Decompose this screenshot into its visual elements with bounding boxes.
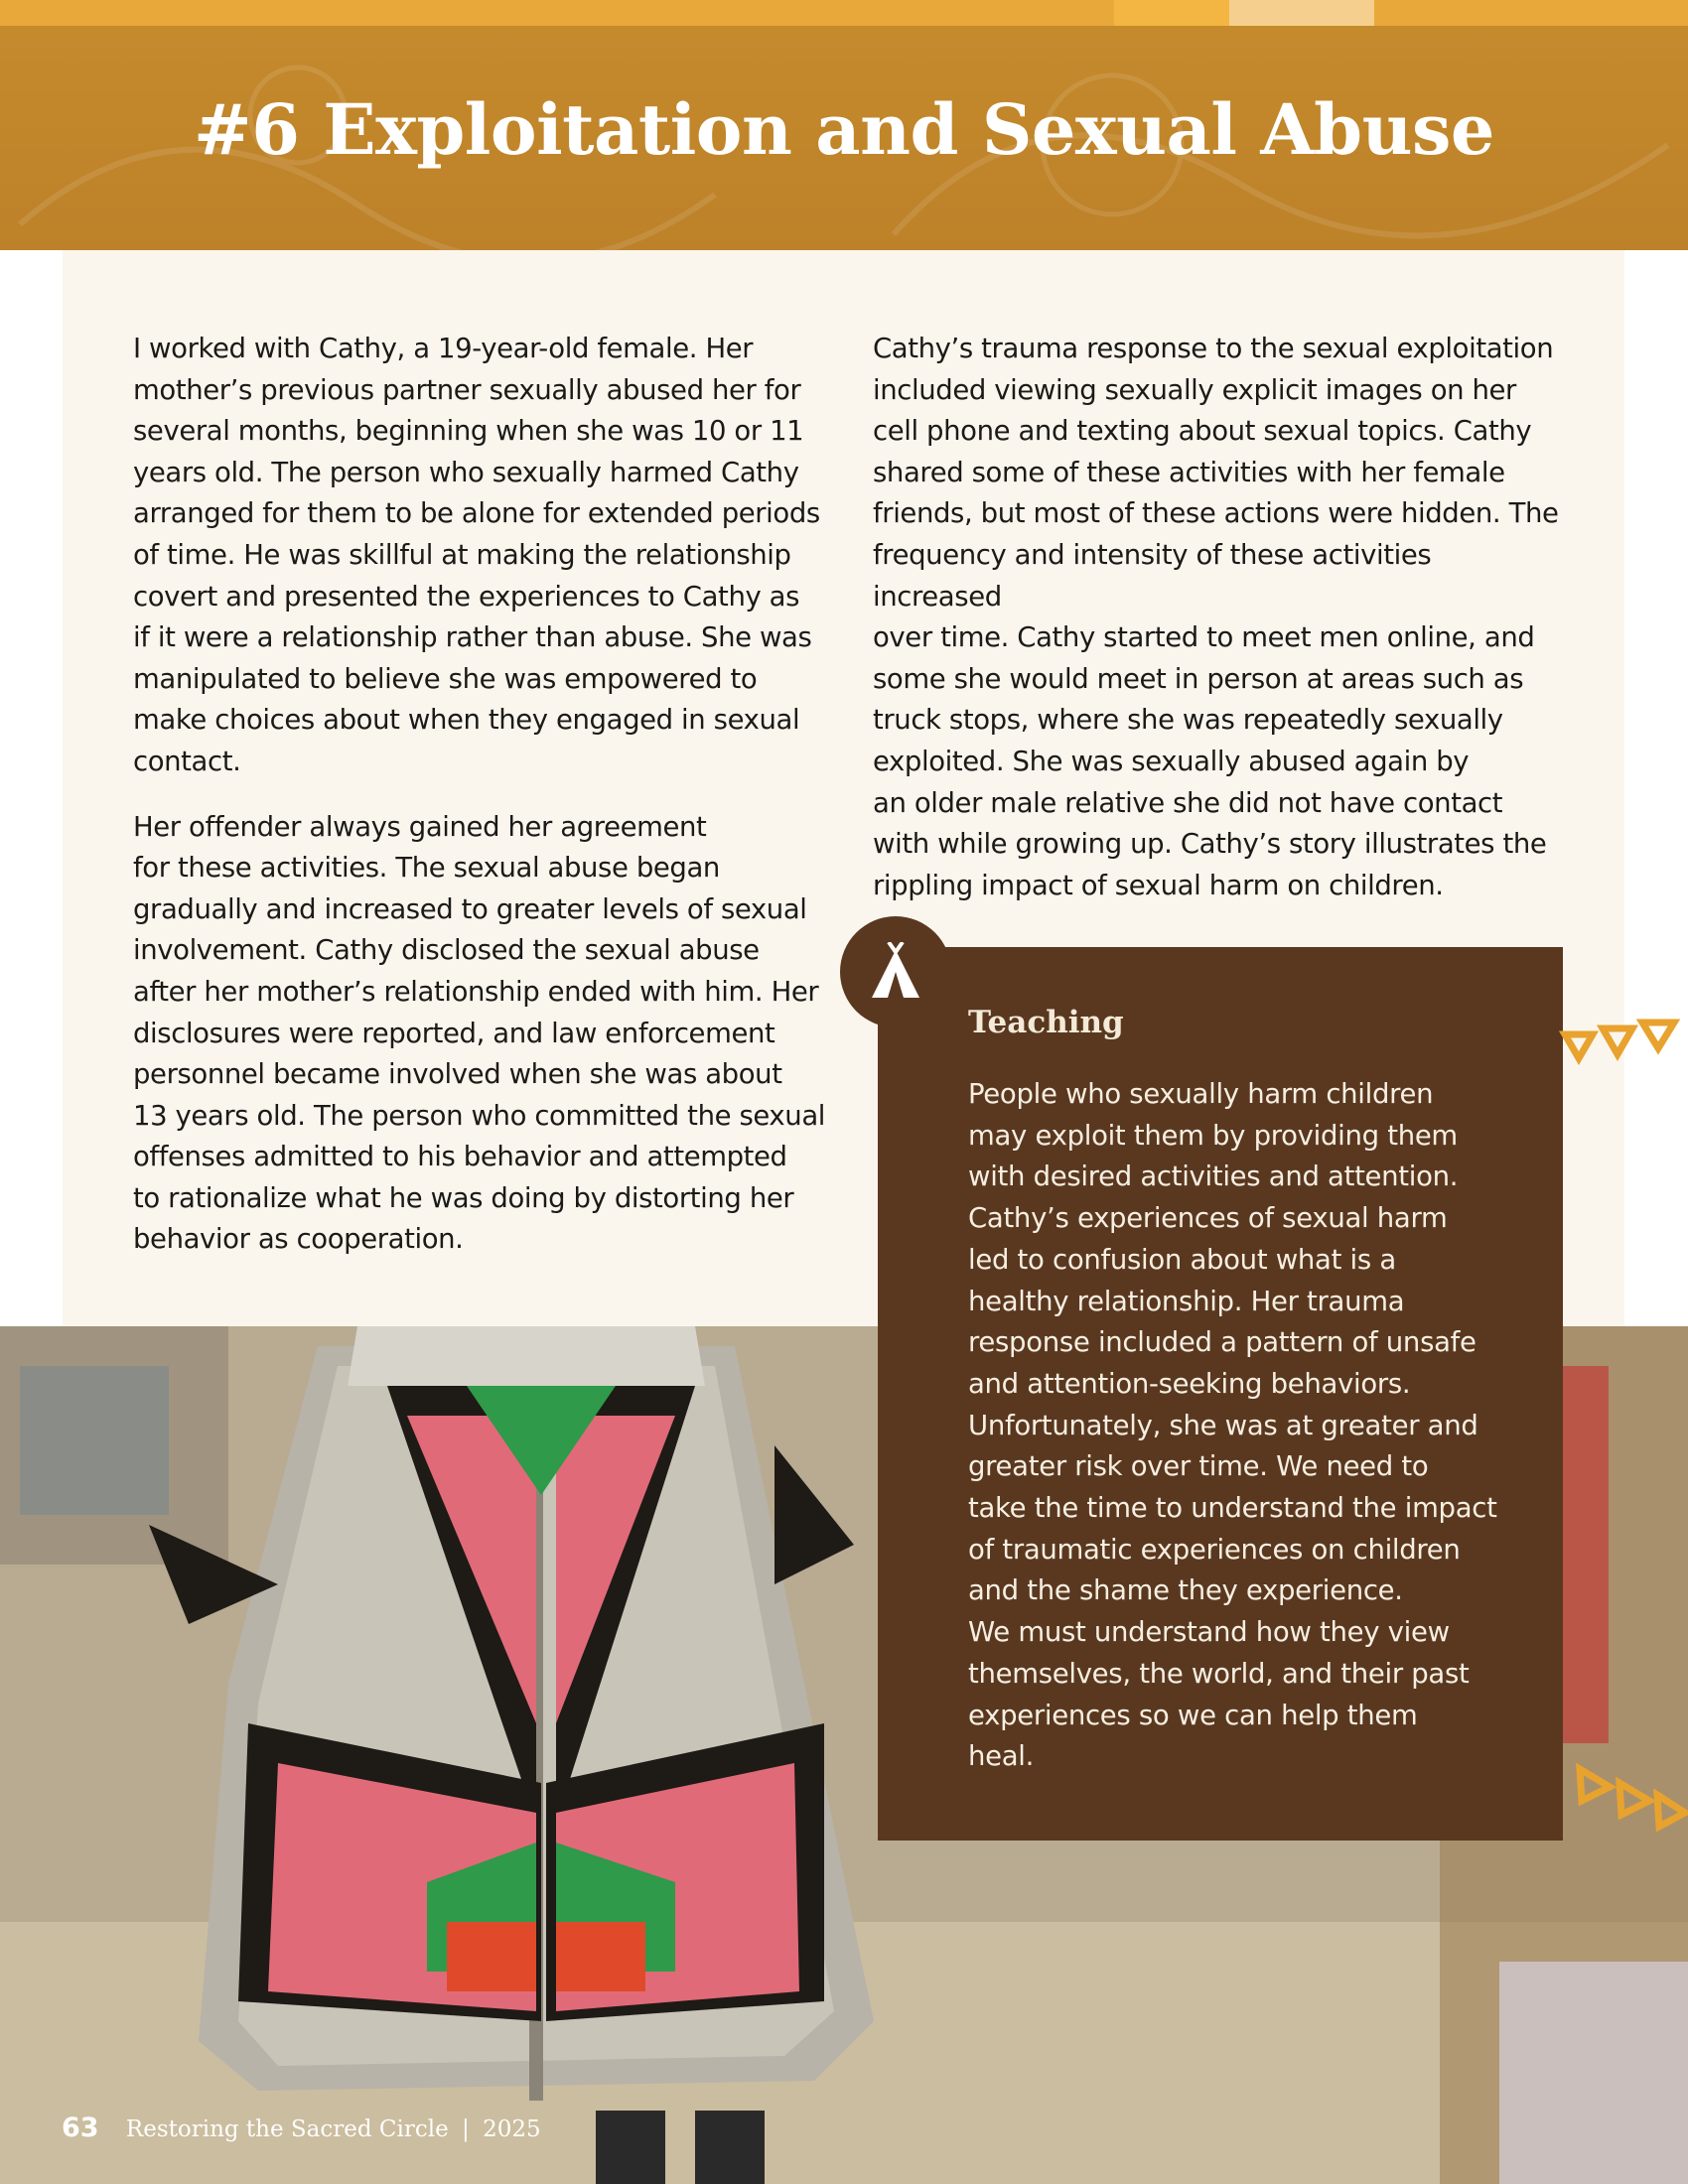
teaching-badge [840,916,951,1027]
top-accent-segment-light [1229,0,1374,26]
article-right-column [873,329,1568,906]
tipi-icon [870,942,921,1000]
article-paragraph: Her offender always gained her agreement for these activities. The sexual abuse began gradually and increased to greater levels of sexual involvement. Cathy disclosed the sexual abuse after her mother’s relationship ended with him. Her disclosures were reported, and law enforcement personnel became involved when she was about 13 years old. The person who committed the sexual offenses admitted to his behavior and attempted to rationalize what he was doing by distorting her behavior as cooperation. [133,810,826,1256]
teaching-title: Teaching [968,1005,1124,1040]
triangle-ornament [1559,1001,1688,1080]
top-accent-strip [0,0,1688,26]
footer-separator: | [462,2116,470,2142]
page-number: 63 [62,2113,99,2143]
title-banner [0,26,1688,250]
article-paragraph: Cathy’s trauma response to the sexual exploitation included viewing sexually explicit images on her cell phone and texting about sexual topics. Cathy shared some of these activities with her female friends, but most of these actions were hidden. The frequency and intensity of these activities increased over time. Cathy started to meet men online, and some she would meet in person at areas such as truck stops, where she was repeatedly sexually exploited. She was sexually abused again by an older male relative she did not have contact with while growing up. Cathy’s story illustrates the rippling impact of sexual harm on children. [873,333,1559,901]
page-title: #6 Exploitation and Sexual Abuse [194,88,1494,171]
page-footer [62,2113,541,2143]
publication-year: 2025 [483,2116,541,2142]
triangle-ornament [1574,1757,1688,1837]
top-accent-segment [1114,0,1229,26]
article-left-column [133,329,848,1261]
article-paragraph: I worked with Cathy, a 19-year-old female. Her mother’s previous partner sexually abused her for several months, beginning when she was 10 or 11 years old. The person who sexually harmed Cathy arranged for them to be alone for extended periods of time. He was skillful at making the relationship covert and presented the experiences to Cathy as if it were a relationship rather than abuse. She was manipulated to believe she was empowered to make choices about when they engaged in sexual contact. [133,333,820,777]
teaching-body: People who sexually harm children may exploit them by providing them with desired activities and attention. Cathy’s experiences of sexual harm led to confusion about what is a healthy relationship. Her trauma response included a pattern of unsafe and attention-seeking behaviors. Unfortunately, she was at greater and greater risk over time. We need to take the time to understand the impact of traumatic experiences on children and the shame they experience. We must understand how they view themselves, the world, and their past experiences so we can help them heal. [968,1078,1497,1773]
publication-title: Restoring the Sacred Circle [125,2116,449,2142]
